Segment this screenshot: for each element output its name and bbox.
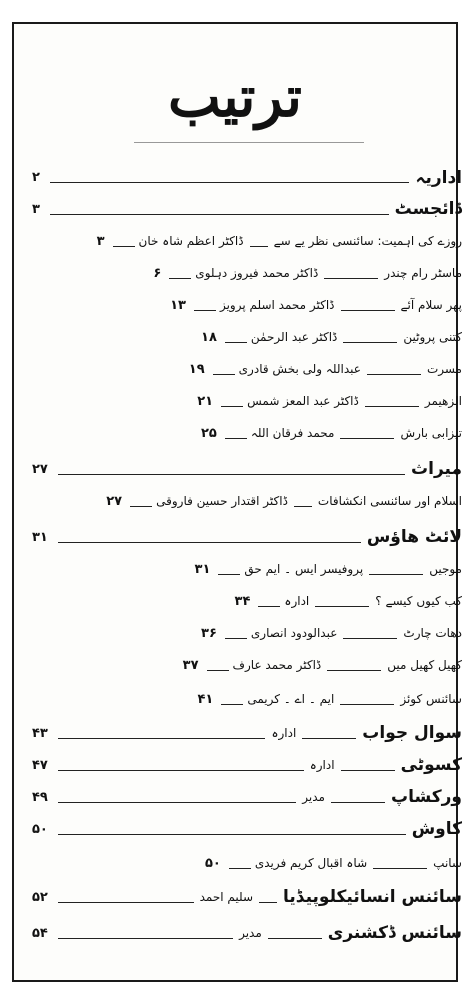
section-title: لائٹ ھاؤس bbox=[366, 527, 462, 547]
section-title: سائنس انسائیکلوپیڈیا bbox=[283, 887, 462, 907]
section-author: سلیم احمد bbox=[199, 890, 254, 904]
leader-line bbox=[365, 406, 419, 407]
leader-line bbox=[58, 902, 194, 903]
article-title: تیزابی بارش bbox=[400, 426, 462, 440]
leader-line bbox=[229, 868, 251, 869]
toc-entry-science-dictionary[interactable] bbox=[32, 920, 462, 946]
page-number: ۱۹ bbox=[188, 361, 205, 377]
toc-entry-science-encyclopedia[interactable] bbox=[32, 884, 462, 910]
page-number: ۲۷ bbox=[32, 461, 48, 477]
article-author: ڈاکٹر محمد فیروز دہلوی bbox=[195, 266, 319, 280]
page-number: ۳۶ bbox=[201, 625, 217, 641]
section-title: کاوش bbox=[411, 819, 462, 839]
section-author: ادارہ bbox=[309, 758, 335, 772]
page-number: ۱۸ bbox=[201, 329, 217, 345]
leader-line bbox=[343, 638, 397, 639]
leader-line bbox=[58, 738, 266, 739]
article-title: ماسٹر رام چندر bbox=[384, 266, 462, 280]
toc-entry-article[interactable] bbox=[32, 260, 462, 286]
toc-entry-digest[interactable] bbox=[32, 196, 462, 222]
toc-entry-article[interactable] bbox=[32, 356, 462, 382]
article-title: کھیل کھیل میں bbox=[387, 658, 462, 672]
page-number: ۵۲ bbox=[32, 889, 48, 905]
article-title: اسلام اور سائنسی انکشافات bbox=[317, 494, 462, 508]
article-author: ڈاکٹر محمد اسلم پرویز bbox=[219, 298, 335, 312]
section-title: سائنس ڈکشنری bbox=[327, 923, 462, 943]
leader-line bbox=[343, 342, 397, 343]
article-title: کب کیوں کیسے ؟ bbox=[375, 594, 462, 608]
leader-line bbox=[302, 738, 356, 739]
leader-line bbox=[169, 278, 191, 279]
page-number: ۶ bbox=[153, 265, 162, 281]
toc-entry-article[interactable] bbox=[32, 686, 462, 712]
article-author: ادارہ bbox=[284, 594, 310, 608]
page-border bbox=[12, 22, 462, 982]
section-title: کسوٹی bbox=[400, 755, 462, 775]
section-title: اداریہ bbox=[415, 167, 462, 188]
page-number: ۴۷ bbox=[32, 757, 48, 773]
leader-line bbox=[130, 506, 152, 507]
article-title: موجیں bbox=[429, 562, 462, 576]
section-author: ادارہ bbox=[271, 726, 297, 740]
leader-line bbox=[221, 406, 243, 407]
leader-line bbox=[58, 770, 304, 771]
article-author: شاہ اقبال کریم فریدی bbox=[254, 856, 368, 870]
page-number: ۲۱ bbox=[197, 393, 214, 409]
article-title: سائنس کوئز bbox=[400, 692, 462, 706]
page-number: ۵۰ bbox=[204, 855, 221, 871]
section-author: مدیر bbox=[302, 790, 325, 804]
leader-line bbox=[221, 704, 243, 705]
leader-line bbox=[340, 704, 394, 705]
toc-entry-article[interactable] bbox=[32, 588, 462, 614]
leader-line bbox=[324, 278, 378, 279]
article-author: پروفیسر ایس ۔ ایم حق bbox=[244, 562, 364, 576]
leader-line bbox=[367, 374, 421, 375]
page-number: ۳۷ bbox=[182, 657, 199, 673]
toc-entry-article[interactable] bbox=[32, 652, 462, 678]
toc-entry-heritage[interactable] bbox=[32, 456, 462, 482]
leader-line bbox=[268, 938, 322, 939]
leader-line bbox=[315, 606, 369, 607]
article-title: دھات چارٹ bbox=[403, 626, 462, 640]
leader-line bbox=[113, 246, 135, 247]
leader-line bbox=[58, 938, 233, 939]
toc-entry-article[interactable] bbox=[32, 556, 462, 582]
leader-line bbox=[225, 342, 247, 343]
page-number: ۳۱ bbox=[194, 561, 211, 577]
section-title: میراث bbox=[411, 459, 462, 479]
leader-line bbox=[58, 474, 405, 475]
section-author: مدیر bbox=[239, 926, 262, 940]
leader-line bbox=[207, 670, 229, 671]
section-title: سوال جواب bbox=[362, 723, 462, 743]
page-number: ۲ bbox=[32, 169, 40, 185]
page-number: ۳ bbox=[96, 233, 105, 249]
article-title: مسرت bbox=[426, 362, 462, 376]
leader-line bbox=[294, 506, 312, 507]
page-number: ۴۳ bbox=[32, 725, 48, 741]
leader-line bbox=[373, 868, 427, 869]
page-number: ۲۵ bbox=[201, 425, 217, 441]
page-title: ترتیب bbox=[168, 64, 302, 130]
toc-entry-article[interactable] bbox=[32, 292, 462, 318]
article-author: ڈاکٹر محمد عارف bbox=[232, 658, 322, 672]
page-number: ۴۱ bbox=[197, 691, 214, 707]
page-number: ۳ bbox=[32, 201, 40, 217]
article-author: ڈاکٹر عبد المعز شمس bbox=[247, 394, 359, 408]
toc-entry-article[interactable] bbox=[32, 324, 462, 350]
article-author: محمد فرقان اللہ bbox=[250, 426, 335, 440]
toc-entry-kasoti[interactable] bbox=[32, 752, 462, 778]
leader-line bbox=[369, 574, 423, 575]
leader-line bbox=[58, 542, 361, 543]
page-number: ۵۰ bbox=[32, 821, 48, 837]
toc-entry-questions-answers[interactable] bbox=[32, 720, 462, 746]
page-number: ۳۱ bbox=[32, 529, 48, 545]
article-author: ڈاکٹر اقتدار حسین فاروقی bbox=[156, 494, 288, 508]
toc-entry-light-house[interactable] bbox=[32, 524, 462, 550]
toc-entry-article[interactable] bbox=[32, 388, 462, 414]
leader-line bbox=[50, 182, 410, 183]
toc-entry-article[interactable] bbox=[32, 850, 462, 876]
article-title: روزے کی اہمیت: سائنسی نظر یے سے bbox=[273, 234, 462, 248]
leader-line bbox=[258, 606, 280, 607]
leader-line bbox=[259, 902, 277, 903]
toc-entry-article[interactable] bbox=[32, 620, 462, 646]
article-title: پھر سلام آئے bbox=[400, 298, 462, 312]
page-number: ۲۷ bbox=[106, 493, 123, 509]
page-number: ۳۴ bbox=[234, 593, 251, 609]
leader-line bbox=[340, 438, 394, 439]
toc-entry-editorial[interactable] bbox=[32, 164, 462, 190]
leader-line bbox=[341, 770, 395, 771]
section-title: ڈائجسٹ bbox=[394, 199, 462, 219]
toc-entry-article[interactable] bbox=[32, 228, 462, 254]
toc-entry-article[interactable] bbox=[32, 488, 462, 514]
article-title: الزھیمر bbox=[424, 394, 462, 408]
leader-line bbox=[225, 638, 247, 639]
article-author: عبدالودود انصاری bbox=[250, 626, 338, 640]
article-title: سانپ bbox=[433, 856, 462, 870]
toc-entry-kavish[interactable] bbox=[32, 816, 462, 842]
title-divider bbox=[134, 142, 364, 143]
article-author: ڈاکٹر اعظم شاہ خان bbox=[138, 234, 244, 248]
leader-line bbox=[58, 802, 296, 803]
leader-line bbox=[331, 802, 385, 803]
toc-entry-article[interactable] bbox=[32, 420, 462, 446]
leader-line bbox=[58, 834, 406, 835]
section-title: ورکشاپ bbox=[390, 787, 462, 807]
leader-line bbox=[250, 246, 268, 247]
article-author: ڈاکٹر عبد الرحمٰن bbox=[250, 330, 338, 344]
leader-line bbox=[341, 310, 395, 311]
leader-line bbox=[194, 310, 216, 311]
leader-line bbox=[225, 438, 247, 439]
leader-line bbox=[213, 374, 235, 375]
article-author: عبداللہ ولی بخش قادری bbox=[238, 362, 361, 376]
article-author: ایم ۔ اے ۔ کریمی bbox=[247, 692, 335, 706]
article-title: کتنی پروٹین bbox=[403, 330, 462, 344]
leader-line bbox=[218, 574, 240, 575]
toc-entry-workshop[interactable] bbox=[32, 784, 462, 810]
page-number: ۴۹ bbox=[32, 789, 48, 805]
leader-line bbox=[327, 670, 381, 671]
page-number: ۱۳ bbox=[170, 297, 186, 313]
page-number: ۵۴ bbox=[32, 925, 48, 941]
leader-line bbox=[50, 214, 389, 215]
